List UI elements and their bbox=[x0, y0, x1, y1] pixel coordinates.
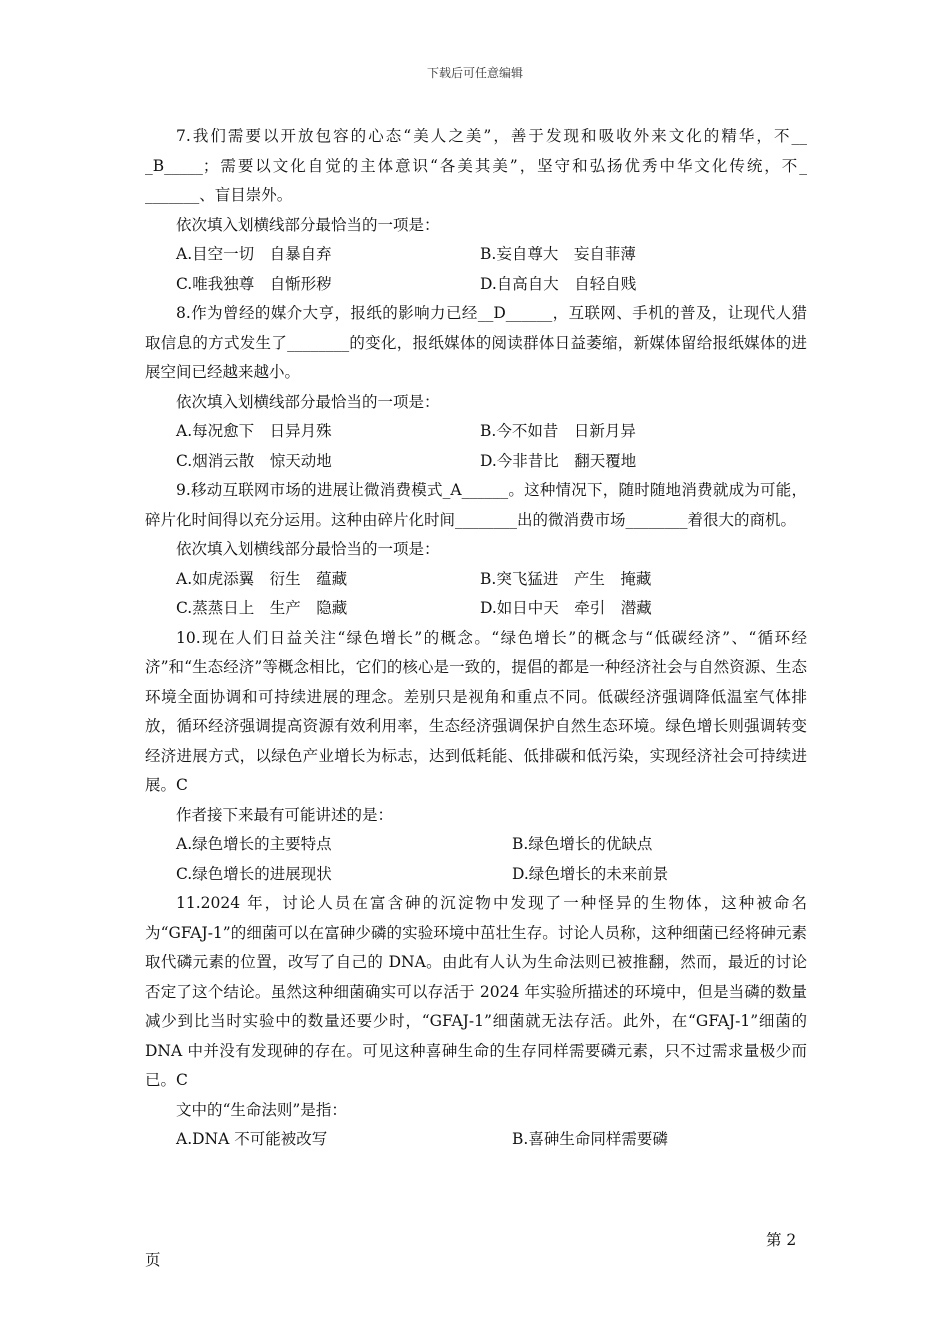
option-d: D.自高自大 自轻自贱 bbox=[480, 274, 637, 293]
question-prompt: 文中的“生命法则”是指： bbox=[176, 1100, 347, 1119]
option-c: C.烟消云散 惊天动地 bbox=[176, 451, 332, 470]
option-a: A.DNA 不可能被改写 bbox=[176, 1130, 328, 1148]
question-prompt: 依次填入划横线部分最恰当的一项是： bbox=[176, 392, 440, 411]
option-c: C.唯我独尊 自惭形秽 bbox=[176, 274, 332, 293]
option-a: A.每况愈下 日异月殊 bbox=[176, 422, 332, 440]
option-d: D.绿色增长的未来前景 bbox=[512, 864, 669, 883]
option-b: B.今不如昔 日新月异 bbox=[480, 422, 636, 440]
option-d: D.如日中天 牵引 潜藏 bbox=[480, 599, 652, 617]
question-10 bbox=[145, 624, 807, 890]
question-9 bbox=[145, 476, 807, 624]
document-body bbox=[145, 122, 807, 1155]
option-b: B.喜砷生命同样需要磷 bbox=[512, 1130, 668, 1148]
option-d: D.今非昔比 翻天覆地 bbox=[480, 451, 637, 470]
question-stem: 9.移动互联网市场的进展让微消费模式_A______。这种情况下，随时随地消费就成为可能，碎片化时间得以充分运用。这种由碎片化时间________出的微消费市场________着很大的商机。 bbox=[145, 481, 807, 529]
option-b: B.妄自尊大 妄自菲薄 bbox=[480, 245, 636, 263]
question-stem: 11.2024 年，讨论人员在富含砷的沉淀物中发现了一种怪异的生物体，这种被命名为“GFAJ-1”的细菌可以在富砷少磷的实验环境中茁壮生存。讨论人员称，这种细菌已经将砷元素取代磷元素的位置，改写了自己的 DNA。由此有人认为生命法则已被推翻，然而，最近的讨论否定了这个结论。虽然这种细菌确实可以存活于 2024 年实验所描述的环境中，但是当磷的数量减少到比当时实验中的数量还要少时，“GFAJ-1”细菌就无法存活。此外，在“GFAJ-1”细菌的 DNA 中并没有发现砷的存在。可见这种喜砷生命的生存同样需要磷元素，只不过需求量极少而已。C bbox=[145, 894, 807, 1089]
option-a: A.目空一切 自暴自弃 bbox=[176, 245, 332, 263]
option-c: C.绿色增长的进展现状 bbox=[176, 864, 332, 883]
option-b: B.突飞猛进 产生 掩藏 bbox=[480, 569, 652, 588]
question-stem: 7.我们需要以开放包容的心态“美人之美”，善于发现和吸收外来文化的精华，不__ _B_____；需要以文化自觉的主体意识“各美其美”，坚守和弘扬优秀中华文化传统，不_ _______、盲目崇外。 bbox=[145, 127, 807, 204]
page-number: 第 2 bbox=[766, 1231, 797, 1249]
option-a: A.如虎添翼 衍生 蕴藏 bbox=[176, 569, 348, 588]
question-7 bbox=[145, 122, 807, 299]
question-stem: 8.作为曾经的媒介大亨，报纸的影响力已经__D______，互联网、手机的普及，让现代人猎取信息的方式发生了________的变化，报纸媒体的阅读群体日益萎缩，新媒体留给报纸媒体的进展空间已经越来越小。 bbox=[145, 304, 807, 381]
option-a: A.绿色增长的主要特点 bbox=[176, 835, 332, 853]
page-number-suffix: 页 bbox=[145, 1251, 161, 1269]
option-c: C.蒸蒸日上 生产 隐藏 bbox=[176, 599, 348, 617]
question-8 bbox=[145, 299, 807, 476]
question-prompt: 依次填入划横线部分最恰当的一项是： bbox=[176, 215, 440, 234]
question-prompt: 依次填入划横线部分最恰当的一项是： bbox=[176, 540, 440, 558]
question-11 bbox=[145, 889, 807, 1155]
option-b: B.绿色增长的优缺点 bbox=[512, 835, 653, 853]
question-stem: 10.现在人们日益关注“绿色增长”的概念。“绿色增长”的概念与“低碳经济”、“循环经济”和“生态经济”等概念相比，它们的核心是一致的，提倡的都是一种经济社会与自然资源、生态环境全面协调和可持续进展的理念。差别只是视角和重点不同。低碳经济强调降低温室气体排放，循环经济强调提高资源有效利用率，生态经济强调保护自然生态环境。绿色增长则强调转变经济进展方式，以绿色产业增长为标志，达到低耗能、低排碳和低污染，实现经济社会可持续进展。C bbox=[145, 628, 807, 794]
question-prompt: 作者接下来最有可能讲述的是： bbox=[176, 805, 394, 824]
page-header: 下载后可任意编辑 bbox=[426, 66, 523, 80]
